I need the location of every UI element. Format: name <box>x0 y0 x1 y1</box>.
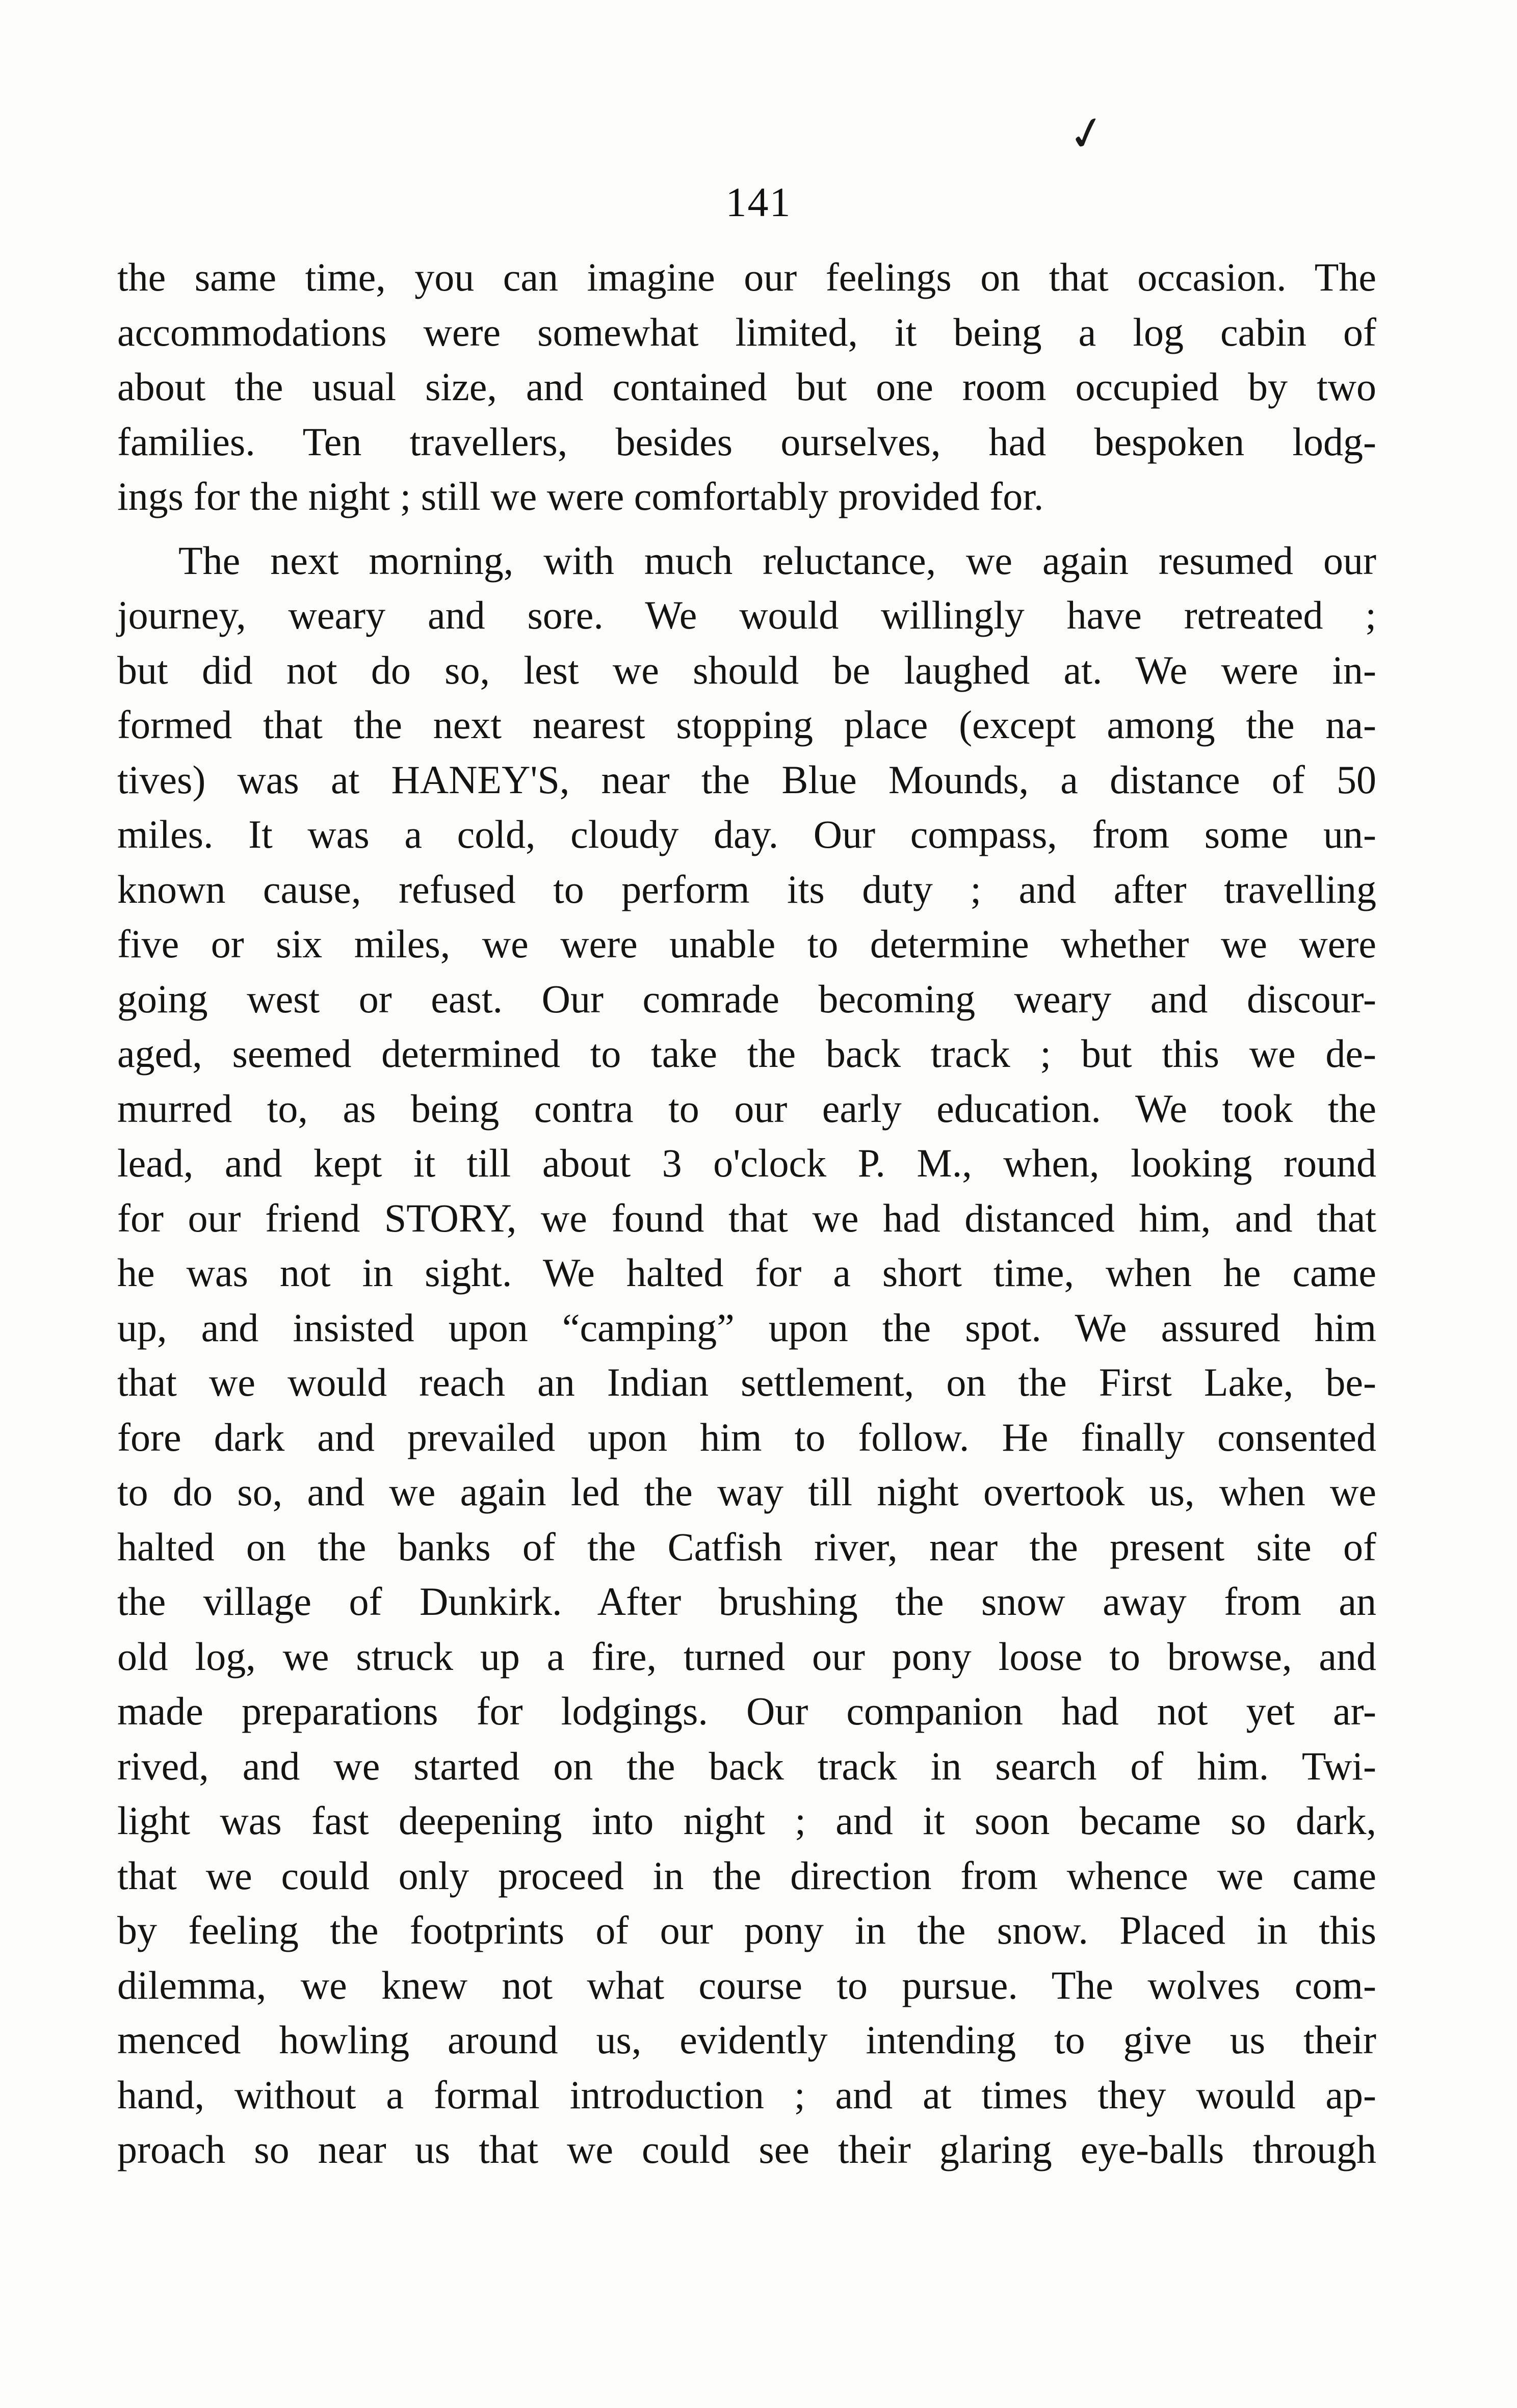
text-line: The next morning, with much reluctance, we again resumed our <box>178 538 1376 583</box>
text-line: ings for the night ; still we were comfortably provided for. <box>117 474 1044 518</box>
check-mark-annotation: ✓ <box>1062 103 1112 164</box>
text-line: he was not in sight. We halted for a short time, when he came <box>117 1250 1376 1295</box>
page-number: 141 <box>725 179 792 225</box>
text-line: murred to, as being contra to our early education. We took the <box>117 1086 1376 1131</box>
text-line: tives) was at HANEY'S, near the Blue Mounds, a distance of 50 <box>117 757 1376 802</box>
text-line: accommodations were somewhat limited, it being a log cabin of <box>117 309 1376 354</box>
text-line: light was fast deepening into night ; and it soon became so dark, <box>117 1798 1376 1843</box>
text-line: about the usual size, and contained but one room occupied by two <box>117 364 1376 409</box>
text-line: by feeling the footprints of our pony in the snow. Placed in this <box>117 1908 1376 1952</box>
text-line: journey, weary and sore. We would willingly have retreated ; <box>117 593 1376 637</box>
text-line: going west or east. Our comrade becoming weary and discour- <box>117 976 1376 1021</box>
text-line: but did not do so, lest we should be laughed at. We were in- <box>117 647 1376 692</box>
text-line: halted on the banks of the Catfish river, near the present site of <box>117 1524 1376 1569</box>
text-line: made preparations for lodgings. Our companion had not yet ar- <box>117 1689 1376 1733</box>
text-line: the village of Dunkirk. After brushing the snow away from an <box>117 1579 1376 1624</box>
text-line: families. Ten travellers, besides ourselves, had bespoken lodg- <box>117 419 1376 464</box>
text-line: formed that the next nearest stopping place (except among the na- <box>117 702 1376 747</box>
text-line: old log, we struck up a fire, turned our pony loose to browse, and <box>117 1634 1376 1679</box>
text-line: fore dark and prevailed upon him to follow. He finally consented <box>117 1415 1376 1459</box>
text-line: aged, seemed determined to take the back track ; but this we de- <box>117 1031 1376 1076</box>
text-line: hand, without a formal introduction ; and at times they would ap- <box>117 2072 1376 2117</box>
text-line: that we would reach an Indian settlement, on the First Lake, be- <box>117 1360 1376 1404</box>
text-line: rived, and we started on the back track in search of him. Twi- <box>117 1743 1376 1788</box>
text-line: the same time, you can imagine our feelings on that occasion. The <box>117 255 1376 299</box>
text-line: that we could only proceed in the direction from whence we came <box>117 1853 1376 1898</box>
text-line: known cause, refused to perform its duty ; and after travelling <box>117 867 1376 911</box>
paragraph-2 <box>117 533 1376 2177</box>
text-line: menced howling around us, evidently intending to give us their <box>117 2018 1376 2062</box>
text-line: for our friend STORY, we found that we had distanced him, and that <box>117 1195 1376 1240</box>
paragraph-1 <box>117 250 1376 524</box>
text-line: to do so, and we again led the way till night overtook us, when we <box>117 1470 1376 1514</box>
text-line: miles. It was a cold, cloudy day. Our compass, from some un- <box>117 812 1376 856</box>
text-line: dilemma, we knew not what course to pursue. The wolves com- <box>117 1962 1376 2007</box>
text-line: lead, and kept it till about 3 o'clock P. M., when, looking round <box>117 1141 1376 1185</box>
body-text <box>117 250 1376 2177</box>
text-line: up, and insisted upon “camping” upon the spot. We assured him <box>117 1305 1376 1350</box>
text-line: five or six miles, we were unable to determine whether we were <box>117 922 1376 966</box>
text-line: proach so near us that we could see their glaring eye-balls through <box>117 2127 1376 2171</box>
